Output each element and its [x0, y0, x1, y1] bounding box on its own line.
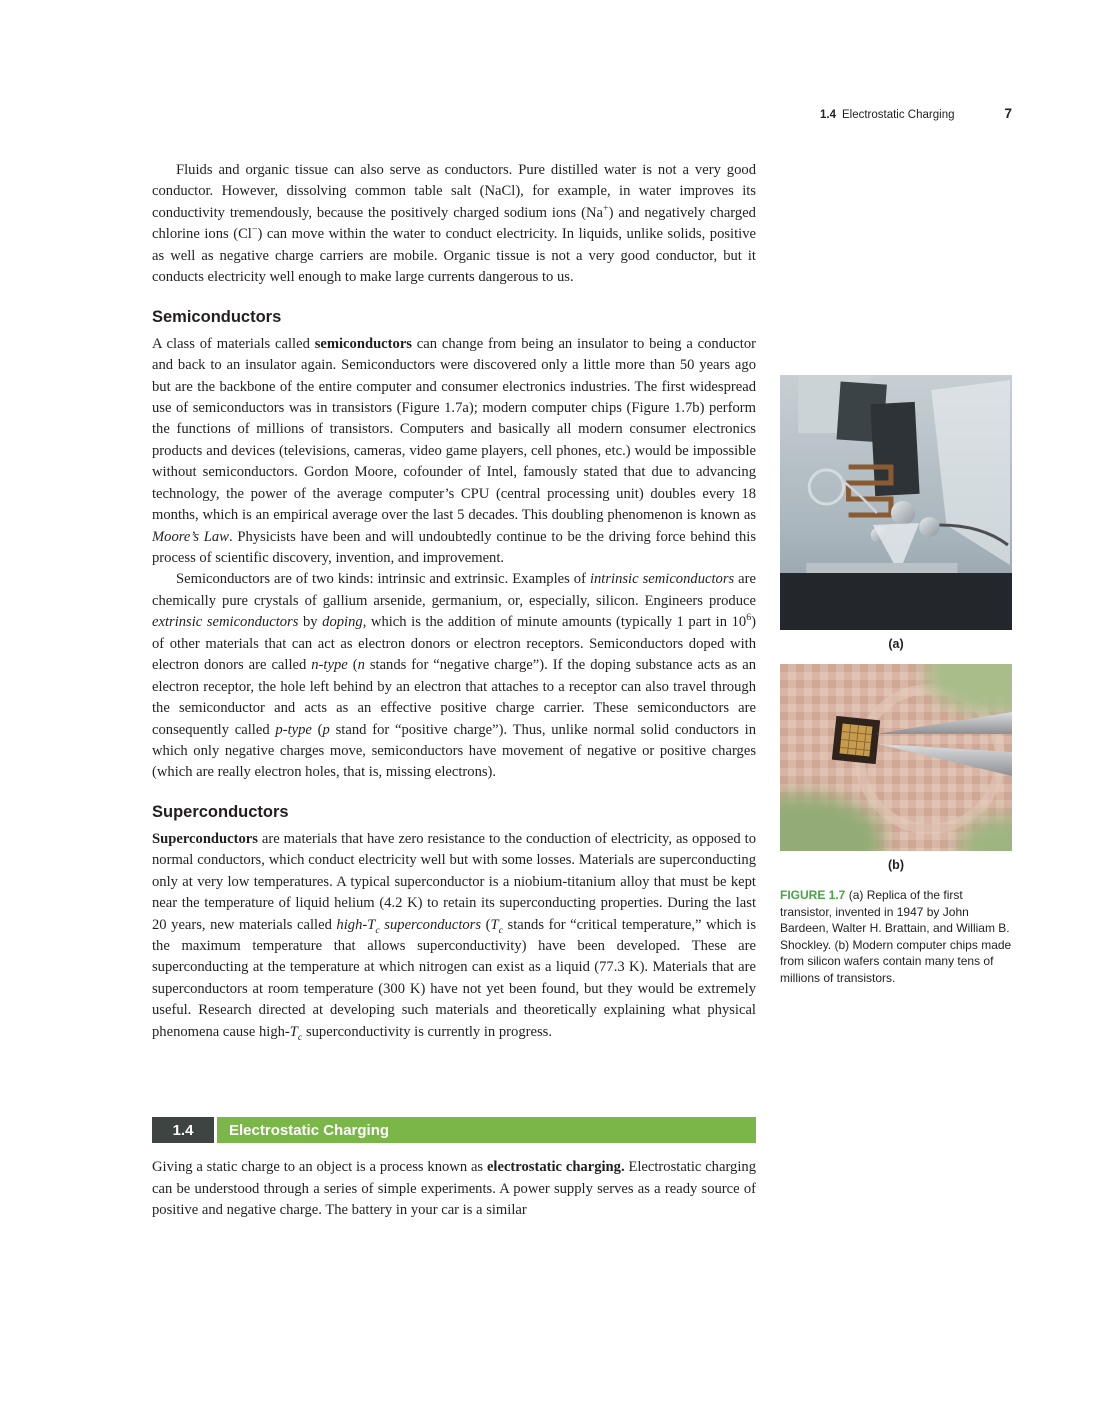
paragraph-semiconductors-2: Semiconductors are of two kinds: intrinsic and extrinsic. Examples of intrinsic semiconductors are chemically pure crystals of gallium arsenide, germanium, or, especially, silicon. Engineers produce extrinsic semiconductors by doping, which is the addition of minute amounts (typically 1 part in $10^6$) of other materials that can act as electron donors or electron receptors. Semiconductors doped with electron donors are called n-type (n stands for “negative charge”). If the doping substance acts as an electron receptor, the hole left behind by an electron that attaches to a receptor can also travel through the semiconductor and acts as an effective positive charge carrier. These semiconductors are consequently called p-type (p stand for “positive charge”). Thus, unlike normal solid conductors in which only negative charges move, semiconductors have movement of negative or positive charges (which are really electron holes, that is, missing electrons). [152, 571, 757, 781]
figure-1-7-caption [780, 887, 1012, 986]
figure-1-7-caption-label: FIGURE 1.7 [780, 888, 846, 902]
figure-1-7 [780, 375, 1012, 998]
running-head-section-title: Electrostatic Charging [841, 109, 955, 121]
paragraph-electrostatic-charging: Giving a static charge to an object is a process known as electrostatic charging. Electrostatic charging can be understood through a series of simple experiments. A power supply serves as a ready source of positive and negative charge. The battery in your car is a similar [152, 1159, 756, 1219]
figure-1-7b-label: (b) [888, 858, 904, 872]
section-header-bar [152, 1117, 756, 1143]
running-head-section [820, 109, 955, 121]
figure-1-7a-transistor-photo [780, 375, 1012, 630]
paragraph-fluids-conductors: Fluids and organic tissue can also serve as conductors. Pure distilled water is not a very good conductor. However, dissolving common table salt (NaCl), for example, in water improves its conductivity tremendously, because the positively charged sodium ions (Na+) and negatively charged chlorine ions (Cl−) can move within the water to conduct electricity. In liquids, unlike solids, positive as well as negative charge carriers are mobile. Organic tissue is not a very good conductor, but it conducts electricity well enough to make large currents dangerous to us. [152, 162, 756, 286]
running-head [560, 106, 1012, 121]
section-header-title: Electrostatic Charging [217, 1117, 756, 1143]
figure-1-7-caption-text: (a) Replica of the first transistor, invented in 1947 by John Bardeen, Walter H. Brattain, and William B. Shockley. (b) Modern computer chips made from silicon wafers contain many tens of millions of transistors. [780, 888, 1012, 985]
heading-superconductors: Superconductors [152, 802, 289, 821]
running-head-section-number: 1.4 [819, 109, 836, 121]
figure-1-7a-label: (a) [888, 637, 904, 651]
section-header-number: 1.4 [152, 1117, 214, 1143]
heading-semiconductors: Semiconductors [152, 307, 282, 326]
paragraph-superconductors: Superconductors are materials that have zero resistance to the conduction of electricity, as opposed to normal conductors, which conduct electricity well but with some losses. Materials are superconducting only at very low temperatures. A typical superconductor is a niobium-titanium alloy that must be kept near the temperature of liquid helium (4.2 K) to retain its superconducting properties. During the last 20 years, new materials called high-$T_c$ superconductors ($T_c$ stands for “critical temperature,” which is the maximum temperature that allows superconductivity) have been developed. These are superconducting at the temperature at which nitrogen can exist as a liquid (77.3 K). Materials that are superconductors at room temperature (300 K) have not yet been found, but they would be extremely useful. Research directed at developing such materials and theoretically explaining what physical phenomena cause high-$T_c$ superconductivity is currently in progress. [152, 830, 756, 1043]
main-text-column [152, 160, 756, 1222]
figure-1-7b-chip-photo [780, 664, 1012, 851]
page-number: 7 [1004, 106, 1012, 121]
paragraph-semiconductors-1: A class of materials called semiconductors can change from being an insulator to being a conductor and back to an insulator again. Semiconductors were discovered only a little more than 50 years ago but are the backbone of the entire computer and consumer electronics industries. The first widespread use of semiconductors was in transistors (Figure 1.7a); modern computer chips (Figure 1.7b) perform the functions of millions of transistors. Computers and basically all modern consumer electronics products and devices (televisions, cameras, video game players, cell phones, etc.) would be impossible without semiconductors. Gordon Moore, cofounder of Intel, famously stated that due to advancing technology, the power of the average computer’s CPU (central processing unit) doubles every 18 months, which is an empirical average over the last 5 decades. This doubling phenomenon is known as Moore’s Law. Physicists have been and will undoubtedly continue to be the driving force behind this process of scientific discovery, invention, and improvement. [152, 335, 756, 566]
